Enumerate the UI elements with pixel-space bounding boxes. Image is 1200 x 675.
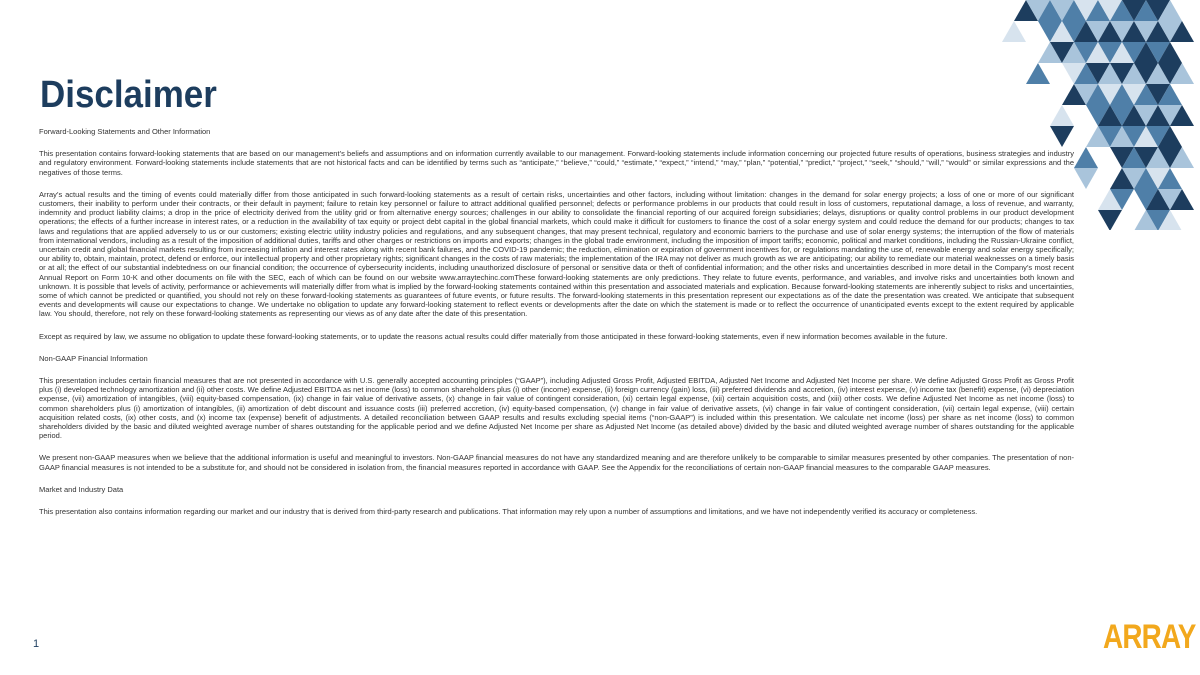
decorative-triangle [1050,105,1074,126]
paragraph: Array’s actual results and the timing of events could materially differ from those anticipated in such forward-looking statements as a result of certain risks, uncertainties and other factors, including without limitation: changes in the demand for solar energy projects; a loss of one or more of our significant customers, their inability to perform under their contracts, or their default in payment; failure to retain key personnel or failure to attract additional qualified personnel; defects or performance problems in our products that could result in loss of customers, reputational damage, a loss of revenue, and warranty, indemnity and product liability claims; a drop in the price of electricity derived from the utility grid or from alternative energy sources; challenges in our ability to consolidate the financial reporting of our acquired foreign subsidiaries; delays, disruptions or quality control problems in our product development operations; the effects of a further increase in interest rates, or a reduction in the availability of tax equity or project debt capital in the global financial markets, which could make it difficult for customers to finance the cost of a solar energy system and could reduce the demand for our products; changes to tax laws and regulations that are applied adversely to us or our customers; existing electric utility industry policies and regulations, and any subsequent changes, that may present technical, regulatory and economic barriers to the purchase and use of solar energy systems; the interruption of the flow of materials from international vendors, including as a result of the imposition of additional duties, tariffs and other charges or restrictions on imports and exports; changes in the global trade environment, including the imposition of import tariffs; economic, political and market conditions, including the Russian-Ukraine conflict, uncertain credit and global financial markets resulting from increasing inflation and interest rates along with recent bank failures, and the COVID-19 pandemic; the reduction, elimination or expiration of government incentives for, or regulations mandating the use of, renewable energy and solar energy specifically; our ability to, obtain, maintain, protect, defend or enforce, our intellectual property and other proprietary rights; significant changes in the costs of raw materials; the implementation of the IRA may not deliver as much growth as we are anticipating; our ability to remediate our material weaknesses on a timely basis or at all; the effect of our substantial indebtedness on our financial condition; the occurrence of cybersecurity incidents, including unauthorized disclosure of personal or sensitive data or theft of confidential information; and the other risks and uncertainties described in more detail in the Company’s most recent Annual Report on Form 10-K and other documents on file with the SEC, each of which can be found on our website www.arraytechinc.comThese forward-looking statements are only predictions. They relate to future events, performance, and variables, and involve risks and uncertainties both known and unknown. It is possible that levels of activity, performance or achievements will materially differ from what is implied by the forward-looking statements contained within this presentation and associated materials and explication. Because forward-looking statements are inherently subject to risks and uncertainties, some of which cannot be predicted or quantified, you should not rely on these forward-looking statements as guarantees of future events, or future results. The forward-looking statements in this presentation represent our expectations as of the date the presentation was created. We anticipate that subsequent events and developments will cause our expectations to change. We undertake no obligation to update any forward-looking statement to reflect events or developments after the date on which the statement is made or to reflect the occurrence of unanticipated events except to the extent required by applicable law. You should, therefore, not rely on these forward-looking statements as representing our views as of any date after the date of this presentation. [39,189,1074,319]
decorative-triangle [1026,63,1050,84]
paragraph: We present non-GAAP measures when we believe that the additional information is useful and meaningful to investors. Non-GAAP financial measures do not have any standardized meaning and are therefore unlikely to be comparable to similar measures presented by other companies. The presentation of non-GAAP financial measures is not intended to be a substitute for, and should not be considered in isolation from, the financial measures reported in accordance with GAAP. See the Appendix for the reconciliations of certain non-GAAP financial measures to the comparable GAAP measures. [39,453,1074,472]
disclaimer-body [39,127,1074,529]
paragraph: This presentation also contains information regarding our market and our industry that is derived from third-party research and publications. That information may rely upon a number of assumptions and limitations, and we have not independently verified its accuracy or completeness. [39,507,978,517]
array-logo: ARRAY [1103,618,1196,656]
decorative-triangle [1098,210,1122,230]
paragraph: This presentation contains forward-looking statements that are based on our management’s beliefs and assumptions and on information currently available to our management. Forward-looking statements include information concerning our projected future results of operations, business strategies and industry and regulatory environment. Forward-looking statements include statements that are not historical facts and can be identified by terms such as “anticipate,” “believe,” “could,” “estimate,” “expect,” “intend,” “may,” “plan,” “potential,” “predict,” “project,” “seek,” “should,” “will,” “would” or similar expressions and the negatives of those terms. [39,149,1074,177]
paragraph: Except as required by law, we assume no obligation to update these forward-looking statements, or to update the reasons actual results could differ materially from those anticipated in these forward-looking statements, even if new information becomes available in the future. [39,331,948,341]
page-title: Disclaimer [40,74,217,116]
section-heading: Market and Industry Data [39,484,124,494]
section-heading: Forward-Looking Statements and Other Information [39,127,211,136]
decorative-triangle [1002,21,1026,42]
paragraph: This presentation includes certain financial measures that are not presented in accordance with U.S. generally accepted accounting principles (“GAAP”), including Adjusted Gross Profit, Adjusted EBITDA, Adjusted Net Income and Adjusted Net Income per share. We define Adjusted Gross Profit as Gross Profit plus (i) developed technology amortization and (ii) other costs. We define Adjusted EBITDA as net income (loss) to common shareholders plus (i) other (income) expense, (ii) foreign currency (gain) loss, (iii) preferred dividends and accretion, (iv) interest expense, (v) income tax (benefit) expense, (vi) depreciation expense, (vii) amortization of intangibles, (viii) equity-based compensation, (ix) change in fair value of derivative assets, (x) change in fair value of contingent consideration, (xi) certain legal expense, (xii) certain acquisition costs, and (xiii) other costs. We define Adjusted Net Income as net income (loss) to common shareholders plus (i) amortization of intangibles, (ii) amortization of debt discount and issuance costs (iii) preferred accretion, (iv) equity-based compensation, (v) change in fair value of derivative assets, (vi) change in fair value of contingent consideration, (vii) certain legal expense, (viii) certain acquisition related costs, (ix) other costs, and (x) income tax (expense) benefit of adjustments. A detailed reconciliation between GAAP results and results excluding special items (“non-GAAP”) is included within this presentation. We calculate net income (loss) per share as net income (loss) to common shareholders divided by the basic and diluted weighted average number of shares outstanding for the applicable period and we define Adjusted Net Income per share as Adjusted Net Income (as detailed above) divided by the basic and diluted weighted average number of shares outstanding for the applicable period. [39,376,1074,441]
decorative-triangle [1074,168,1098,189]
decorative-triangle [1074,147,1098,168]
section-heading: Non-GAAP Financial Information [39,353,148,363]
page-number: 1 [33,638,40,650]
